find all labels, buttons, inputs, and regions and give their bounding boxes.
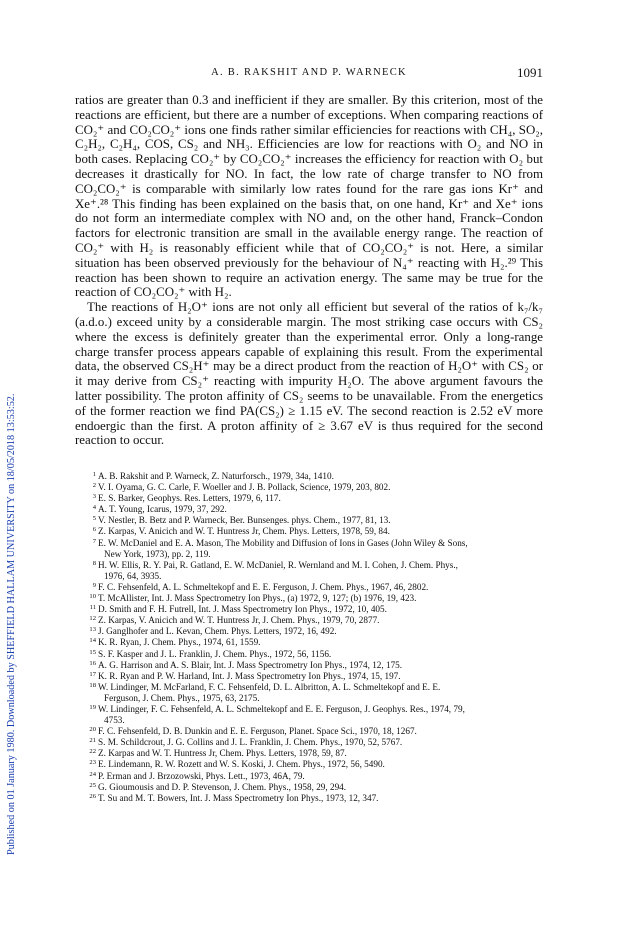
reference-number: 20 <box>89 726 96 734</box>
reference-number: 5 <box>92 515 96 523</box>
reference-number: 21 <box>89 737 96 745</box>
paragraph-2: The reactions of H₂O⁺ ions are not only all efficient but several of the ratios of k₇/k₇ (a.d.o.) exceed unity by a considerable margin. The most striking case occurs with CS₂ where the excess is definitely greater than the experimental error. Only a long-range charge transfer process appears capable of explaining this result. From the experimental data, the observed CS₂H⁺ may be a direct product from the reaction of H₂O⁺ with CS₂ or it may derive from CS₂⁺ reacting with impurity H₂O. The above argument favours the latter possibility. The proton affinity of CS₂ seems to be unavailable. From the energetics of the former reaction we find PA(CS₂) ≥ 1.15 eV. The second reaction is 2.52 eV more endoergic than the first. A proton affinity of ≥ 3.67 eV is thus required for the second reaction to occur. <box>75 300 543 448</box>
reference-item <box>90 748 542 759</box>
reference-text: Z. Karpas, V. Anicich and W. T. Huntress Jr, J. Chem. Phys., 1979, 70, 2877. <box>98 615 380 626</box>
reference-number: 14 <box>89 637 96 645</box>
reference-text: P. Erman and J. Brzozowski, Phys. Lett., 1973, 46A, 79. <box>98 770 305 781</box>
reference-item <box>90 615 542 626</box>
reference-item <box>90 771 542 782</box>
reference-number: 6 <box>92 526 96 534</box>
reference-item <box>90 737 542 748</box>
reference-number: 26 <box>89 792 96 800</box>
reference-text: Z. Karpas, V. Anicich and W. T. Huntress Jr, Chem. Phys. Letters, 1978, 59, 84. <box>98 526 390 537</box>
reference-number: 4 <box>92 504 96 512</box>
paragraph-1: ratios are greater than 0.3 and inefficient if they are smaller. By this criterion, most of the reactions are efficient, but there are a number of exceptions. When comparing reactions of CO₂⁺ and CO₂CO₂⁺ ions one finds rather similar efficiencies for reactions with CH₄, SO₂, C₂H₂, C₂H₄, COS, CS₂ and NH₃. Efficiencies are low for reactions with O₂ and NO in both cases. Replacing CO₂⁺ by CO₂CO₂⁺ increases the efficiency for reaction with O₂ but decreases it drastically for NO. In fact, the low rate of charge transfer to NO from CO₂CO₂⁺ is comparable with similarly low rates found for the rare gas ions Kr⁺ and Xe⁺.²⁸ This finding has been explained on the basis that, on one hand, Kr⁺ and Xe⁺ ions do not form an intermediate complex with NO and, on the other hand, Franck–Condon factors for electronic transition are small in the available energy range. The reaction of CO₂⁺ with H₂ is reasonably efficient while that of CO₂CO₂⁺ is not. Here, a similar situation has been observed previously for the behaviour of N₄⁺ reacting with H₂.²⁹ This reaction has been shown to require an activation energy. The same may be true for the reaction of CO₂CO₂⁺ with H₂. <box>75 93 543 300</box>
page-header <box>75 67 543 83</box>
reference-text: A. B. Rakshit and P. Warneck, Z. Naturforsch., 1979, 34a, 1410. <box>98 471 334 481</box>
body-text <box>75 93 543 448</box>
reference-item <box>90 515 542 526</box>
reference-text: H. W. Ellis, R. Y. Pai, R. Gatland, E. W. McDaniel, R. Wernland and M. I. Cohen, J. Chem. Phys., <box>98 559 458 570</box>
reference-number: 18 <box>89 681 96 689</box>
reference-item <box>90 682 542 704</box>
download-watermark-text: Published on 01 January 1980. Downloaded by SHEFFIELD HALLAM UNIVERSITY on 18/05/2018 13:53:52. <box>6 393 17 855</box>
reference-number: 3 <box>92 493 96 501</box>
reference-item <box>90 726 542 737</box>
reference-item <box>90 593 542 604</box>
reference-number: 2 <box>92 482 96 490</box>
running-head: A. B. RAKSHIT AND P. WARNECK <box>211 67 407 78</box>
reference-text: S. M. Schildcrout, J. G. Collins and J. L. Franklin, J. Chem. Phys., 1970, 52, 5767. <box>98 737 403 748</box>
reference-text-continued: 4753. <box>104 715 125 726</box>
reference-item <box>90 560 542 582</box>
reference-text: G. Gioumousis and D. P. Stevenson, J. Chem. Phys., 1958, 29, 294. <box>98 781 347 792</box>
reference-number: 16 <box>89 659 96 667</box>
reference-number: 22 <box>89 748 96 756</box>
reference-number: 7 <box>92 537 96 545</box>
reference-text: E. W. McDaniel and E. A. Mason, The Mobility and Diffusion of Ions in Gases (John Wiley & Sons, <box>98 537 468 548</box>
reference-text: A. T. Young, Icarus, 1979, 37, 292. <box>98 504 227 515</box>
reference-item <box>90 482 542 493</box>
reference-number: 8 <box>92 559 96 567</box>
reference-number: 23 <box>89 759 96 767</box>
reference-item <box>90 526 542 537</box>
reference-text: V. I. Oyama, G. C. Carle, F. Woeller and J. B. Pollack, Science, 1979, 203, 802. <box>98 482 391 493</box>
reference-text: K. R. Ryan, J. Chem. Phys., 1974, 61, 1559. <box>98 637 261 648</box>
reference-item <box>90 782 542 793</box>
reference-number: 11 <box>89 604 96 612</box>
reference-number: 13 <box>89 626 96 634</box>
reference-item <box>90 538 542 560</box>
reference-item <box>90 649 542 660</box>
reference-text: J. Ganglhofer and L. Kevan, Chem. Phys. Letters, 1972, 16, 492. <box>98 626 337 637</box>
reference-item <box>90 504 542 515</box>
reference-text: D. Smith and F. H. Futrell, Int. J. Mass Spectrometry Ion Phys., 1972, 10, 405. <box>98 604 387 615</box>
reference-item <box>90 471 542 482</box>
reference-text: W. Lindinger, F. C. Fehsenfeld, A. L. Schmeltekopf and E. E. Ferguson, J. Geophys. Res., 1974, 79, <box>98 703 465 714</box>
reference-text: E. Lindemann, R. W. Rozett and W. S. Koski, J. Chem. Phys., 1972, 56, 5490. <box>98 759 385 770</box>
reference-text: E. S. Barker, Geophys. Res. Letters, 1979, 6, 117. <box>98 493 281 504</box>
reference-text-continued: Ferguson, J. Chem. Phys., 1975, 63, 2175. <box>104 692 260 703</box>
reference-number: 25 <box>89 781 96 789</box>
reference-item <box>90 704 542 726</box>
reference-text: T. McAllister, Int. J. Mass Spectrometry Ion Phys., (a) 1972, 9, 127; (b) 1976, 19, 423. <box>98 593 417 604</box>
reference-number: 1 <box>92 471 96 478</box>
reference-item <box>90 493 542 504</box>
reference-text-continued: 1976, 64, 3935. <box>104 570 162 581</box>
reference-item <box>90 626 542 637</box>
reference-text: F. C. Fehsenfeld, D. B. Dunkin and E. E. Ferguson, Planet. Space Sci., 1970, 18, 1267. <box>98 726 417 737</box>
reference-text: T. Su and M. T. Bowers, Int. J. Mass Spectrometry Ion Phys., 1973, 12, 347. <box>98 792 379 803</box>
reference-number: 24 <box>89 770 96 778</box>
reference-item <box>90 604 542 615</box>
reference-number: 19 <box>89 703 96 711</box>
reference-number: 10 <box>89 593 96 601</box>
reference-number: 12 <box>89 615 96 623</box>
reference-text: S. F. Kasper and J. L. Franklin, J. Chem. Phys., 1972, 56, 1156. <box>98 648 332 659</box>
reference-number: 17 <box>89 670 96 678</box>
reference-item <box>90 582 542 593</box>
reference-text: V. Nestler, B. Betz and P. Warneck, Ber. Bunsenges. phys. Chem., 1977, 81, 13. <box>98 515 391 526</box>
reference-text: K. R. Ryan and P. W. Harland, Int. J. Mass Spectrometry Ion Phys., 1974, 15, 197. <box>98 670 401 681</box>
reference-item <box>90 759 542 770</box>
reference-item <box>90 793 542 804</box>
reference-text-continued: New York, 1973), pp. 2, 119. <box>104 548 211 559</box>
page-number: 1091 <box>517 65 543 80</box>
reference-item <box>90 671 542 682</box>
download-watermark <box>6 95 20 855</box>
reference-item <box>90 637 542 648</box>
reference-text: F. C. Fehsenfeld, A. L. Schmeltekopf and E. E. Ferguson, J. Chem. Phys., 1967, 46, 2802. <box>98 581 429 592</box>
reference-number: 9 <box>92 581 96 589</box>
reference-list <box>90 471 542 804</box>
reference-text: Z. Karpas and W. T. Huntress Jr, Chem. Phys. Letters, 1978, 59, 87. <box>98 748 347 759</box>
reference-text: A. G. Harrison and A. S. Blair, Int. J. Mass Spectrometry Ion Phys., 1974, 12, 175. <box>98 659 403 670</box>
reference-text: W. Lindinger, M. McFarland, F. C. Fehsenfeld, D. L. Albritton, A. L. Schmeltekopf and E. E. <box>98 681 441 692</box>
reference-item <box>90 660 542 671</box>
reference-number: 15 <box>89 648 96 656</box>
